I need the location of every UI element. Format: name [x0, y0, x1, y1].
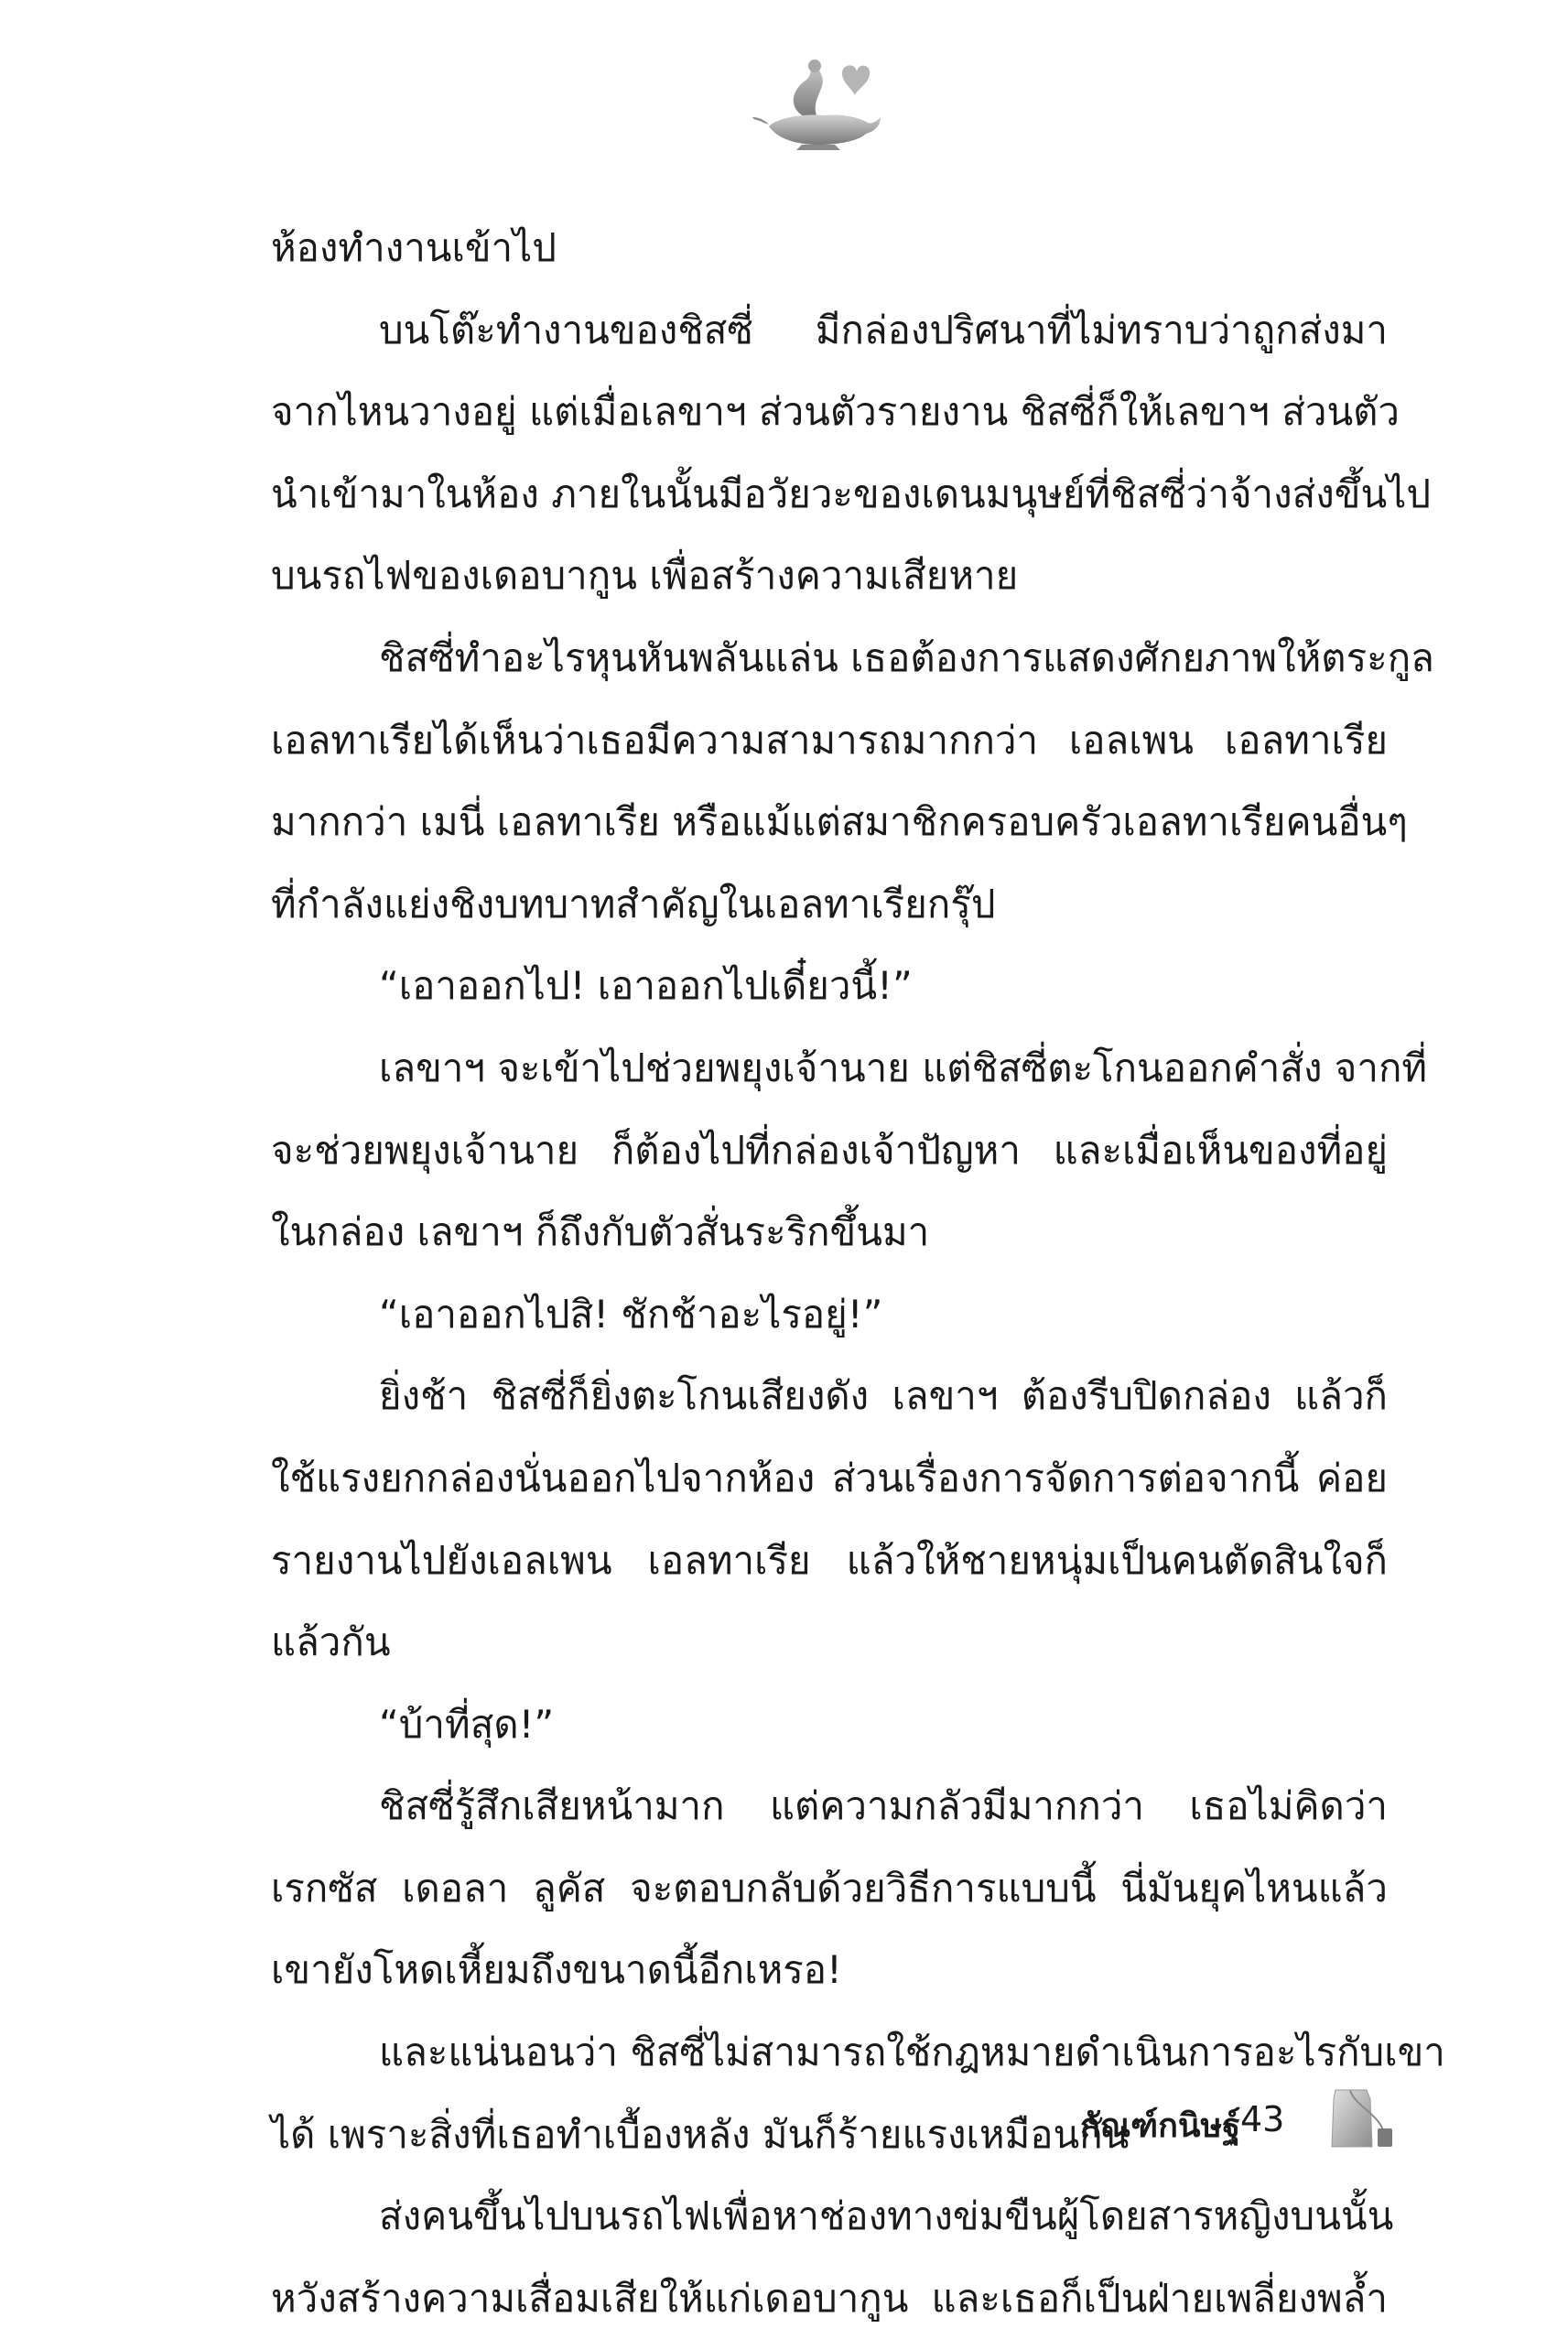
text-line: จากไหนวางอยู่ แต่เมื่อเลขาฯ ส่วนตัวรายงาน ชิสซี่ก็ให้เลขาฯ ส่วนตัว	[271, 389, 1400, 435]
text-line: “เอาออกไป! เอาออกไปเดี๋ยวนี้!”	[379, 963, 913, 1009]
text-line: ชิสซี่ทำอะไรหุนหันพลันแล่น เธอต้องการแสดงศักยภาพให้ตระกูล	[379, 634, 1434, 680]
genie-lamp-ornament-icon	[751, 53, 888, 154]
book-title: กัณฑ์กนิษฐ์	[1080, 2107, 1241, 2145]
text-line: ห้องทำงานเข้าไป	[271, 225, 557, 270]
text-line: ในกล่อง เลขาฯ ก็ถึงกับตัวสั่นระริกขึ้นมา	[271, 1209, 930, 1255]
text-line: นำเข้ามาในห้อง ภายในนั้นมีอวัยวะของเดนมนุษย์ที่ชิสซี่ว่าจ้างส่งขึ้นไป	[271, 471, 1431, 516]
text-line: แล้วกัน	[271, 1619, 391, 1665]
text-line: จะช่วยพยุงเจ้านาย ก็ต้องไปที่กล่องเจ้าปัญหา และเมื่อเห็นของที่อยู่	[271, 1127, 1388, 1173]
text-line: ได้ เพราะสิ่งที่เธอทำเบื้องหลัง มันก็ร้ายแรงเหมือนกัน	[271, 2111, 1130, 2157]
body-text	[271, 207, 1445, 2339]
text-line: หวังสร้างความเสื่อมเสียให้แก่เดอบากูน และเธอก็เป็นฝ่ายเพลี่ยงพล้ำ	[271, 2275, 1388, 2321]
text-line: ยิ่งช้า ชิสซี่ก็ยิ่งตะโกนเสียงดัง เลขาฯ ต้องรีบปิดกล่อง แล้วก็	[379, 1373, 1388, 1419]
page-number: 43	[1240, 2099, 1285, 2139]
text-line: ชิสซี่รู้สึกเสียหน้ามาก แต่ความกลัวมีมากกว่า เธอไม่คิดว่า	[379, 1783, 1388, 1829]
text-line: เรกซัส เดอลา ลูคัส จะตอบกลับด้วยวิธีการแบบนี้ นี่มันยุคไหนแล้ว	[271, 1865, 1388, 1911]
text-line: เอลทาเรียได้เห็นว่าเธอมีความสามารถมากกว่า เอลเพน เอลทาเรีย	[271, 717, 1388, 763]
text-line: บนรถไฟของเดอบากูน เพื่อสร้างความเสียหาย	[271, 553, 1019, 599]
text-line: รายงานไปยังเอลเพน เอลทาเรีย แล้วให้ชายหนุ่มเป็นคนตัดสินใจก็	[271, 1537, 1388, 1583]
text-line: เขายังโหดเหี้ยมถึงขนาดนี้อีกเหรอ!	[271, 1947, 842, 1993]
text-line: ที่กำลังแย่งชิงบทบาทสำคัญในเอลทาเรียกรุ๊ป	[271, 881, 996, 926]
teabag-icon	[1323, 2086, 1405, 2160]
page-footer	[1080, 2092, 1465, 2165]
text-line: “บ้าที่สุด!”	[379, 1701, 555, 1747]
text-line: และแน่นอนว่า ชิสซี่ไม่สามารถใช้กฎหมายดำเนินการอะไรกับเขา	[379, 2030, 1445, 2075]
text-line: เลขาฯ จะเข้าไปช่วยพยุงเจ้านาย แต่ชิสซี่ตะโกนออกคำสั่ง จากที่	[379, 1045, 1428, 1090]
text-line: “เอาออกไปสิ! ชักช้าอะไรอยู่!”	[379, 1291, 883, 1337]
text-line: บนโต๊ะทำงานของชิสซี่ มีกล่องปริศนาที่ไม่ทราบว่าถูกส่งมา	[379, 307, 1388, 352]
text-line: มากกว่า เมนี่ เอลทาเรีย หรือแม้แต่สมาชิกครอบครัวเอลทาเรียคนอื่นๆ	[271, 799, 1408, 845]
text-line: ใช้แรงยกกล่องนั่นออกไปจากห้อง ส่วนเรื่องการจัดการต่อจากนี้ ค่อย	[271, 1455, 1388, 1500]
text-line: ส่งคนขึ้นไปบนรถไฟเพื่อหาช่องทางข่มขืนผู้โดยสารหญิงบนนั้น	[379, 2193, 1394, 2239]
